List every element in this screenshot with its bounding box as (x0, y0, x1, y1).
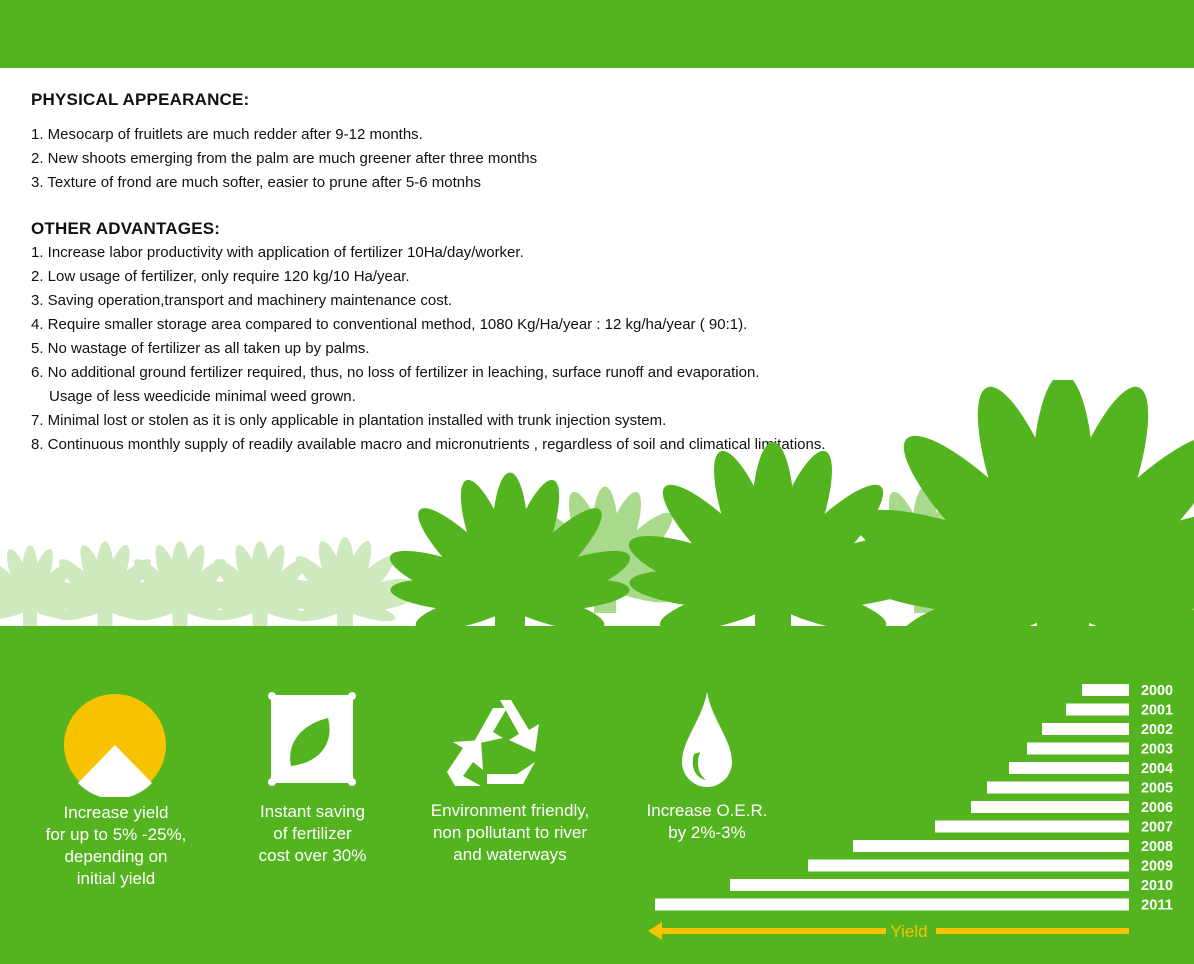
list-item: Usage of less weedicide minimal weed grown. (49, 388, 356, 405)
bar-2001 (1066, 704, 1129, 716)
tick-label-2004: 2004 (1141, 760, 1174, 777)
list-item: 3. Saving operation,transport and machinery maintenance cost. (31, 292, 453, 309)
physical-appearance-heading: PHYSICAL APPEARANCE: (31, 90, 250, 109)
list-item: 7. Minimal lost or stolen as it is only applicable in plantation installed with trunk injection system. (31, 412, 667, 429)
list-item: 1. Increase labor productivity with application of fertilizer 10Ha/day/worker. (31, 244, 524, 261)
top-banner (0, 0, 1194, 68)
list-item: 3. Texture of frond are much softer, easier to prune after 5-6 motnhs (31, 174, 481, 191)
list-item: 2. New shoots emerging from the palm are much greener after three months (31, 150, 538, 167)
tick-label-2010: 2010 (1141, 877, 1173, 894)
x-axis-arrow-line (936, 928, 1129, 934)
physical-appearance-list (31, 123, 537, 195)
feature-text: Increase yield (63, 803, 169, 822)
feature-text: for up to 5% -25%, (45, 825, 187, 844)
feature-text: by 2%-3% (668, 823, 746, 842)
list-item: 8. Continuous monthly supply of readily available macro and micronutrients , regardless of soil and climatical limitations. (31, 436, 826, 453)
feature-text: of fertilizer (273, 824, 352, 843)
leaf-bag-icon (268, 692, 356, 786)
feature-text: initial yield (76, 869, 156, 888)
tick-label-2008: 2008 (1141, 838, 1173, 855)
feature-text: non pollutant to river (432, 823, 588, 842)
bar-2003 (1027, 743, 1129, 755)
tick-label-2009: 2009 (1141, 857, 1173, 875)
bar-2009 (808, 860, 1129, 872)
palm-trees-illustration (0, 380, 1194, 630)
bar-2007 (935, 821, 1129, 833)
list-item: 4. Require smaller storage area compared to conventional method, 1080 Kg/Ha/year : 12 kg/ha/year ( 90:1). (31, 316, 748, 333)
tick-label-2001: 2001 (1141, 701, 1173, 719)
bar-2008 (853, 840, 1129, 852)
recycle-icon (445, 692, 549, 790)
list-item: 6. No additional ground fertilizer required, thus, no loss of fertilizer in leaching, surface runoff and evaporation. (31, 364, 760, 381)
bar-2010 (730, 879, 1129, 891)
bar-2002 (1042, 723, 1129, 735)
bar-2005 (987, 782, 1129, 794)
sun-mountain-icon (63, 693, 167, 797)
yield-bar-chart (640, 670, 1194, 964)
list-item: 2. Low usage of fertilizer, only require 120 kg/10 Ha/year. (31, 268, 410, 285)
feature-increase-yield (30, 802, 202, 890)
feature-instant-saving (230, 801, 395, 867)
feature-text: cost over 30% (258, 846, 367, 865)
feature-text: Increase O.E.R. (646, 801, 768, 820)
tick-label-2005: 2005 (1141, 779, 1173, 797)
tick-label-2002: 2002 (1141, 721, 1173, 738)
tick-label-2003: 2003 (1141, 740, 1173, 758)
tick-label-2006: 2006 (1141, 799, 1173, 816)
bar-2011 (655, 899, 1129, 911)
x-axis-label: Yield (890, 922, 928, 941)
x-axis-arrow-head (648, 922, 662, 940)
feature-text: Instant saving (260, 802, 365, 821)
feature-text: depending on (64, 847, 168, 866)
tick-label-2007: 2007 (1141, 818, 1173, 836)
feature-environment-friendly (415, 800, 605, 866)
bar-2006 (971, 801, 1129, 813)
list-item: 5. No wastage of fertilizer as all taken up by palms. (31, 340, 370, 357)
bar-2004 (1009, 762, 1129, 774)
other-advantages-heading: OTHER ADVANTAGES: (31, 219, 221, 238)
list-item: 1. Mesocarp of fruitlets are much redder after 9-12 months. (31, 126, 423, 143)
tick-label-2011: 2011 (1141, 896, 1173, 914)
feature-text: Environment friendly, (430, 801, 590, 820)
tick-label-2000: 2000 (1141, 682, 1173, 699)
x-axis-arrow-line (660, 928, 886, 934)
bar-2000 (1082, 684, 1129, 696)
feature-text: and waterways (453, 845, 567, 864)
